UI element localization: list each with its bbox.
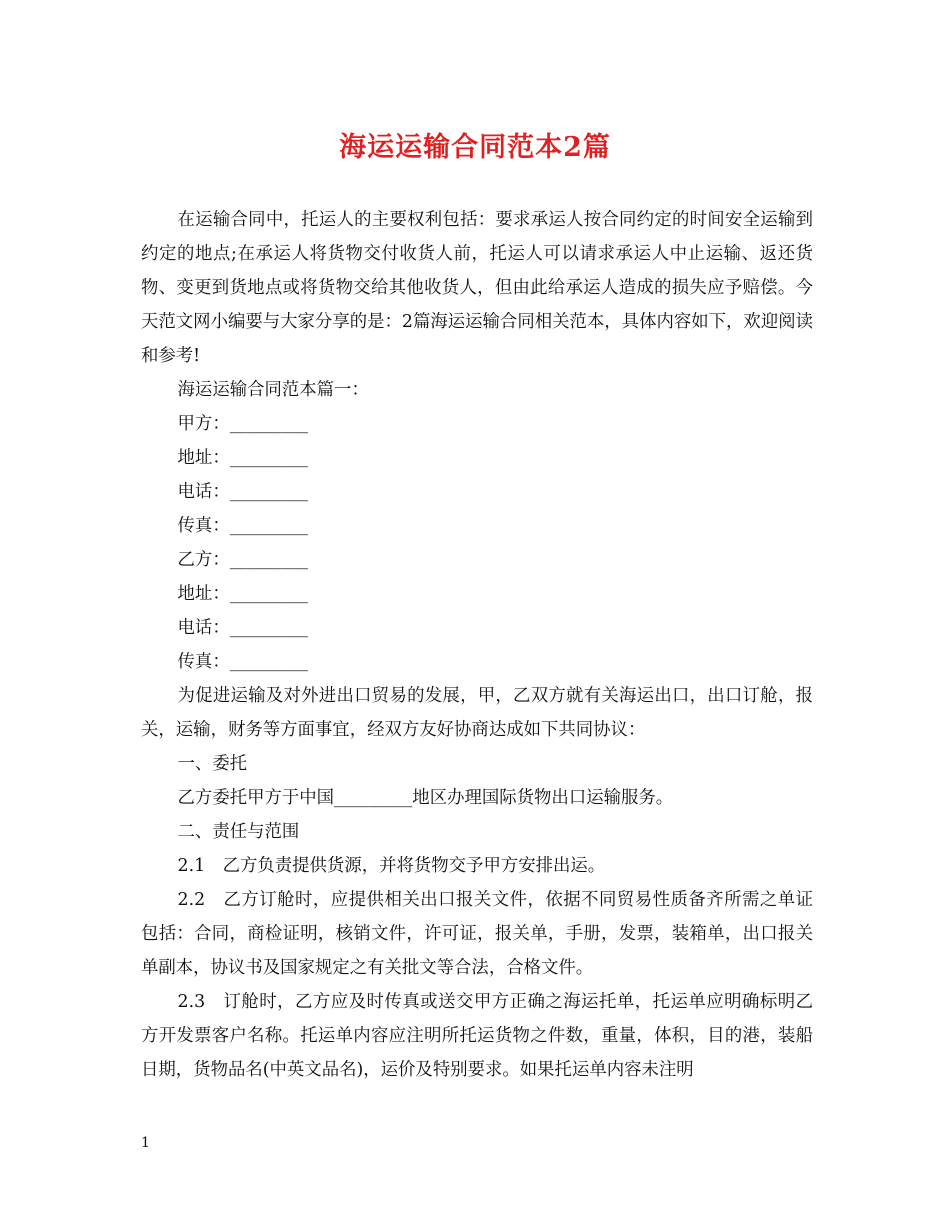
party-b-phone-field: 电话：_________: [177, 618, 308, 638]
clause-2-3: 2.3 订舱时，乙方应及时传真或送交甲方正确之海运托单，托运单应明确标明乙方开发票客户名称。托运单内容应注明所托运货物之件数，重量，体积，目的港，装船日期，货物品名(中英文品名)，运价及特别要求。如果托运单内容未注明: [141, 992, 813, 1080]
party-a-fax-field: 传真：_________: [177, 516, 308, 536]
clause-heading-responsibility: 二、责任与范围: [177, 822, 300, 842]
agreement-preamble: 为促进运输及对外进出口贸易的发展，甲，乙双方就有关海运出口，出口订舱，报关，运输，财务等方面事宜，经双方友好协商达成如下共同协议：: [141, 686, 813, 740]
party-a-field: 甲方：_________: [177, 414, 308, 434]
clause-2-1: 2.1 乙方负责提供货源，并将货物交予甲方安排出运。: [177, 856, 606, 876]
party-b-address-field: 地址：_________: [177, 584, 308, 604]
clause-heading-entrust: 一、委托: [177, 754, 248, 774]
document-body: [141, 203, 813, 1087]
party-a-phone-field: 电话：_________: [177, 482, 308, 502]
intro-paragraph: 在运输合同中，托运人的主要权利包括：要求承运人按合同约定的时间安全运输到约定的地点;在承运人将货物交付收货人前，托运人可以请求承运人中止运输、返还货物、变更到货地点或将货物交给其他收货人，但由此给承运人造成的损失应予赔偿。今天范文网小编要与大家分享的是：2篇海运运输合同相关范本，具体内容如下，欢迎阅读和参考!: [141, 210, 813, 366]
party-b-field: 乙方：_________: [177, 550, 308, 570]
clause-2-2: 2.2 乙方订舱时，应提供相关出口报关文件，依据不同贸易性质备齐所需之单证包括：合同，商检证明，核销文件，许可证，报关单，手册，发票，装箱单，出口报关单副本，协议书及国家规定之有关批文等合法，合格文件。: [141, 890, 813, 978]
page-number: 1: [141, 1135, 150, 1151]
party-b-fax-field: 传真：_________: [177, 652, 308, 672]
clause-entrust-text: 乙方委托甲方于中国_________地区办理国际货物出口运输服务。: [177, 788, 674, 808]
section-heading: 海运运输合同范本篇一：: [177, 380, 369, 400]
document-title: 海运运输合同范本2篇: [339, 132, 611, 163]
party-a-address-field: 地址：_________: [177, 448, 308, 468]
